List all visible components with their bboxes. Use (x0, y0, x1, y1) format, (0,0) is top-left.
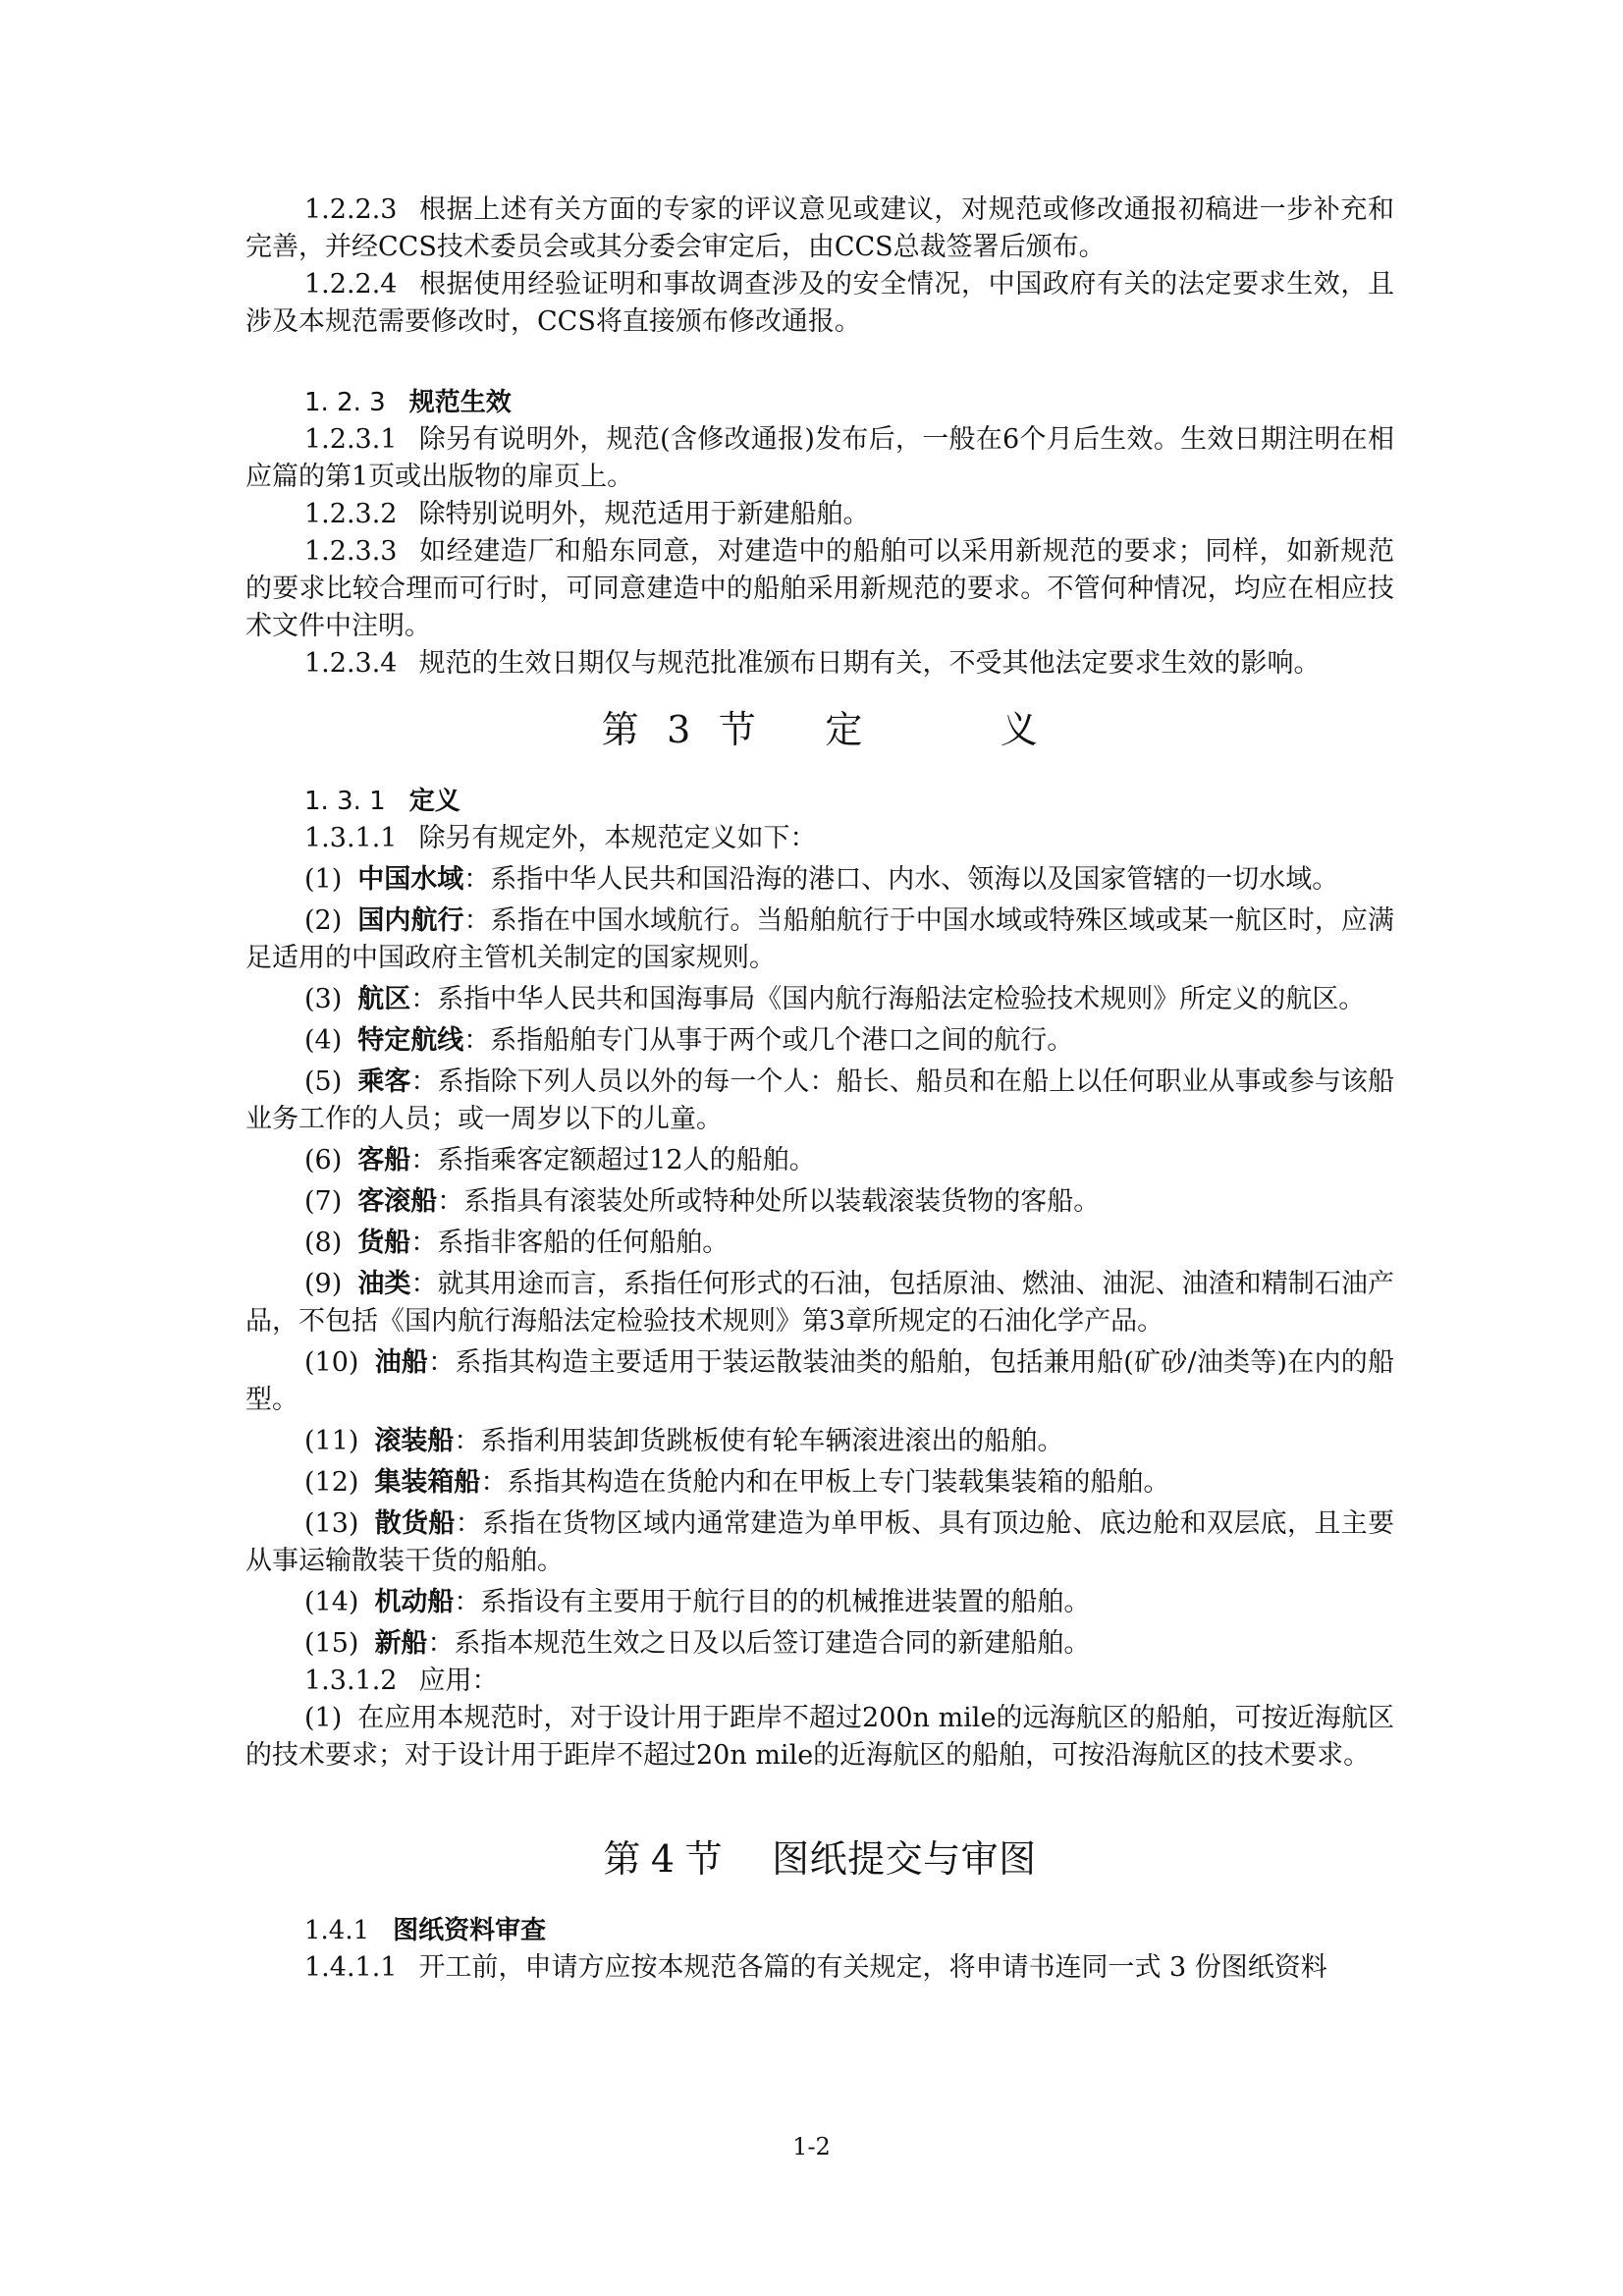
definition-text: ：系指利用装卸货跳板使有轮车辆滚进滚出的船舶。 (454, 1426, 1064, 1456)
spacer (245, 1775, 1394, 1812)
definition-term: 航区 (357, 984, 411, 1014)
definition-term: 特定航线 (357, 1025, 464, 1056)
definition-item (245, 1142, 1394, 1179)
definition-text: ：系指具有滚装处所或特种处所以装载滚装货物的客船。 (437, 1186, 1101, 1217)
definition-text: ：系指其构造主要适用于装运散装油类的船舶，包括兼用船(矿砂/油类等)在内的船型。 (245, 1347, 1395, 1415)
definition-number: (6) (304, 1145, 343, 1175)
clause-1-4-1-1: 1.4.1.1 开工前，申请方应按本规范各篇的有关规定，将申请书连同一式 3 份图纸资料 (304, 1952, 1327, 1983)
definition-item (245, 1505, 1394, 1580)
definition-text: ：系指在货物区域内通常建造为单甲板、具有顶边舱、底边舱和双层底，且主要从事运输散装干货的船舶。 (245, 1508, 1395, 1576)
definition-text: ：系指设有主要用于航行目的的机械推进装置的船舶。 (454, 1587, 1091, 1617)
definition-item (245, 1625, 1394, 1663)
clause-1-2-3-1: 1.2.3.1 除另有说明外，规范(含修改通报)发布后，一般在6个月后生效。生效日期注明在相应篇的第1页或出版物的扉页上。 (245, 424, 1394, 492)
definition-item (245, 1225, 1394, 1262)
definition-term: 新船 (374, 1628, 428, 1659)
definition-term: 客滚船 (357, 1186, 438, 1217)
section-4-title: 第 4 节 图纸提交与审图 (603, 1837, 1037, 1881)
definitions-list (245, 861, 1394, 1663)
definition-term: 国内航行 (357, 905, 464, 936)
definition-text: ：系指其构造在货舱内和在甲板上专门装载集装箱的船舶。 (480, 1467, 1170, 1498)
definition-number: (9) (304, 1269, 343, 1299)
definition-text: ：就其用途而言，系指任何形式的石油，包括原油、燃油、油泥、油渣和精制石油产品，不包括《国内航行海船法定检验技术规则》第3章所规定的石油化学产品。 (245, 1269, 1395, 1337)
definition-text: ：系指非客船的任何船舶。 (410, 1228, 730, 1258)
definition-text: ：系指本规范生效之日及以后签订建造合同的新建船舶。 (427, 1628, 1091, 1659)
definition-number: (7) (304, 1186, 343, 1217)
definition-number: (2) (304, 905, 343, 936)
definition-term: 集装箱船 (374, 1467, 481, 1498)
definition-text: ：系指除下列人员以外的每一个人：船长、船员和在船上以任何职业从事或参与该船业务工作的人员；或一周岁以下的儿童。 (245, 1066, 1395, 1134)
definition-number: (11) (304, 1426, 359, 1456)
definition-number: (5) (304, 1066, 343, 1097)
apply-item: (1) 在应用本规范时，对于设计用于距岸不超过200n mile的远海航区的船舶，可按近海航区的技术要求；对于设计用于距岸不超过20n mile的近海航区的船舶，可按沿海航区的技术要求。 (245, 1703, 1394, 1771)
definition-term: 客船 (357, 1145, 411, 1175)
definition-term: 货船 (357, 1228, 411, 1258)
definition-number: (3) (304, 984, 343, 1014)
definition-term: 乘客 (357, 1066, 411, 1097)
definition-item (245, 1344, 1394, 1419)
definition-text: ：系指船舶专门从事于两个或几个港口之间的航行。 (463, 1025, 1074, 1056)
document-page (245, 191, 1394, 1987)
definition-item (245, 861, 1394, 899)
definition-number: (13) (304, 1508, 359, 1539)
clause-1-2-2-4: 1.2.2.4 根据使用经验证明和事故调查涉及的安全情况，中国政府有关的法定要求生效，且涉及本规范需要修改时，CCS将直接颁布修改通报。 (245, 269, 1394, 337)
definition-term: 油船 (374, 1347, 429, 1378)
definition-term: 机动船 (374, 1587, 455, 1617)
clause-1-3-1-2: 1.3.1.2 应用： (304, 1666, 499, 1696)
definition-item (245, 1464, 1394, 1502)
clause-1-2-3-3: 1.2.3.3 如经建造厂和船东同意，对建造中的船舶可以采用新规范的要求；同样，如新规范的要求比较合理而可行时，可同意建造中的船舶采用新规范的要求。不管何种情况，均应在相应技术文件中注明。 (245, 536, 1394, 641)
subsection-heading-1-3-1: 1. 3. 1 定义 (304, 787, 460, 816)
definition-item (245, 1183, 1394, 1221)
spacer (245, 341, 1394, 378)
definition-number: (12) (304, 1467, 359, 1498)
definition-number: (4) (304, 1025, 343, 1056)
definition-text: ：系指乘客定额超过12人的船舶。 (410, 1145, 816, 1175)
definition-term: 滚装船 (374, 1426, 455, 1456)
definition-item (245, 1266, 1394, 1340)
definition-term: 油类 (357, 1269, 411, 1299)
definition-number: (15) (304, 1628, 359, 1659)
clause-1-2-2-3: 1.2.2.3 根据上述有关方面的专家的评议意见或建议，对规范或修改通报初稿进一步补充和完善，并经CCS技术委员会或其分委会审定后，由CCS总裁签署后颁布。 (245, 194, 1394, 262)
definition-number: (14) (304, 1587, 359, 1617)
clause-1-3-1-1: 1.3.1.1 除另有规定外，本规范定义如下： (304, 823, 817, 853)
definition-item (245, 1022, 1394, 1060)
clause-1-2-3-4: 1.2.3.4 规范的生效日期仅与规范批准颁布日期有关，不受其他法定要求生效的影响。 (304, 648, 1321, 679)
definition-number: (10) (304, 1347, 359, 1378)
definition-item (245, 1064, 1394, 1138)
definition-term: 中国水域 (357, 864, 464, 895)
subsection-heading-1-2-3: 1. 2. 3 规范生效 (304, 388, 512, 417)
definition-item (245, 981, 1394, 1018)
clause-1-2-3-2: 1.2.3.2 除特别说明外，规范适用于新建船舶。 (304, 499, 870, 529)
definition-term: 散货船 (374, 1508, 456, 1539)
definition-text: ：系指中华人民共和国沿海的港口、内水、领海以及国家管辖的一切水域。 (463, 864, 1339, 895)
definition-text: ：系指中华人民共和国海事局《国内航行海船法定检验技术规则》所定义的航区。 (410, 984, 1366, 1014)
definition-number: (1) (304, 864, 343, 895)
subsection-heading-1-4-1: 1.4.1 图纸资料审查 (304, 1916, 547, 1945)
definition-item (245, 902, 1394, 977)
definition-item (245, 1423, 1394, 1460)
section-3-title: 第 3 节 定 义 (601, 708, 1039, 751)
definition-number: (8) (304, 1228, 343, 1258)
definition-text: ：系指在中国水域航行。当船舶航行于中国水域或特殊区域或某一航区时，应满足适用的中国政府主管机关制定的国家规则。 (245, 905, 1395, 973)
definition-item (245, 1584, 1394, 1621)
page-number: 1-2 (792, 2133, 831, 2160)
